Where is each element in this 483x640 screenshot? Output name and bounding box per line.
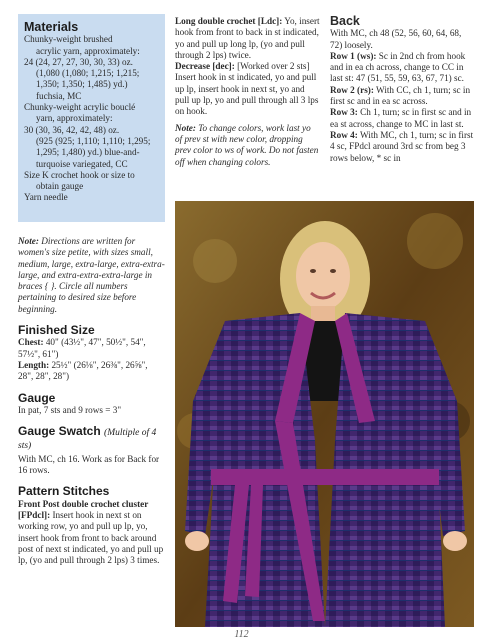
materials-box (18, 14, 165, 222)
materials-line: Size K crochet hook or size to (24, 169, 135, 180)
materials-line: 24 (24, 27, 27, 30, 30, 33) oz. (24, 56, 133, 67)
chest-text: 40" (43½", 47", 50½", 54", 57½", 61") (18, 337, 146, 359)
row-instruction (330, 130, 475, 164)
materials-line: acrylic yarn, approximately: (36, 45, 140, 56)
row-text: Sc in 2nd ch from hook and in ea ch across, change to CC in last st: 47 (51, 55, 59, 63, 67, 71) sc. (330, 50, 466, 84)
materials-title: Materials (24, 20, 79, 34)
materials-line: turquoise variegated, CC (36, 158, 128, 169)
back-title: Back (330, 14, 360, 28)
row-text: With MC, ch 1, turn; sc in first 4 sc, FPdcl around 3rd sc from beg 3 rows below, * sc in (330, 129, 474, 163)
row-label: Row 1 (ws): (330, 50, 377, 61)
row-text: Ch 1, turn; sc in first sc and in ea st across, change to MC in last st. (330, 107, 472, 129)
pattern-stitches-heading: Pattern Stitches (18, 484, 110, 499)
row-label: Row 3: (330, 107, 358, 118)
gauge-heading: Gauge (18, 390, 56, 405)
back-instructions-column (330, 16, 475, 164)
materials-line: 1,295; 1,480) yd.) blue-and- (36, 147, 140, 158)
materials-line: Chunky-weight brushed (24, 34, 113, 45)
note-label: Note: (175, 122, 196, 133)
length-label: Length: (18, 359, 50, 370)
ldc-paragraph (175, 16, 320, 61)
model-photo (175, 201, 474, 627)
row-label: Row 2 (rs): (330, 84, 374, 95)
note-text: To change colors, work last yo of prev st with new color, dropping prev color to ws of work. Do not fasten off when changing colors. (175, 122, 319, 167)
materials-line: 30 (30, 36, 42, 42, 48) oz. (24, 124, 120, 135)
swatch-text: With MC, ch 16. Work as for Back for 16 rows. (18, 453, 160, 476)
dec-term: Decrease [dec]: (175, 61, 235, 72)
gauge-swatch-heading (18, 426, 165, 453)
materials-line: Chunky-weight acrylic bouclé (24, 102, 136, 113)
note-label: Note: (18, 236, 39, 246)
row-instruction (330, 107, 475, 130)
materials-line: yarn, approximately: (36, 113, 113, 124)
page-number: 112 (234, 629, 249, 640)
materials-line: (1,080 (1,080; 1,215; 1,215; (36, 68, 140, 79)
row-label: Row 4: (330, 129, 358, 140)
fpdc-term: Front Post double crochet cluster [FPdcl]: (18, 498, 149, 520)
row-instruction (330, 85, 475, 108)
swatch-subtitle: (Multiple of 4 sts) (18, 428, 157, 452)
swatch-title: Gauge Swatch (18, 424, 101, 439)
ldc-text: Yo, insert hook from front to back in st indicated, yo and pull up long lp, (yo and pull through 2 lps) twice. (175, 16, 320, 60)
length-line (18, 360, 165, 383)
materials-line: Yarn needle (24, 192, 68, 203)
fpdc-text: Insert hook in next st on working row, yo and pull up lp, yo, insert hook from front to back around post of next st indicated, yo and pull up lp, (yo and pull through 2 lps) 3 times. (18, 509, 164, 566)
dec-paragraph (175, 61, 320, 117)
row-text: With CC, ch 1, turn; sc in first sc and in ea sc across. (330, 84, 471, 107)
fpdc-paragraph (18, 499, 165, 567)
left-column (18, 236, 165, 566)
model-illustration (175, 201, 474, 627)
chest-label: Chest: (18, 337, 44, 348)
gauge-text: In pat, 7 sts and 9 rows = 3" (18, 404, 122, 415)
finished-size-heading: Finished Size (18, 323, 95, 338)
dec-text: [Worked over 2 sts] Insert hook in st indicated, yo and pull up lp, insert hook in next st, yo and pull up lp, yo and pull through all 3 lps on hook. (175, 61, 319, 117)
materials-line: obtain gauge (36, 181, 84, 192)
back-intro: With MC, ch 48 (52, 56, 60, 64, 68, 72) loosely. (330, 28, 462, 50)
color-change-note (175, 123, 320, 168)
stitch-definitions-column (175, 16, 320, 168)
sizes-note (18, 236, 165, 315)
chest-line (18, 337, 165, 360)
materials-line: (925 (925; 1,110; 1,110; 1,295; (36, 135, 151, 146)
ldc-term: Long double crochet [Ldc]: (175, 16, 283, 26)
materials-line: 1,350; 1,350; 1,485) yd.) (36, 79, 128, 90)
materials-line: fuchsia, MC (36, 90, 82, 101)
length-text: 25½" (26⅛", 26⅜", 26⅝", 28", 28", 28") (18, 359, 148, 382)
row-instruction (330, 51, 475, 85)
note-text: Directions are written for women's size petite, with sizes small, medium, large, extra-large, extra-extra-large, and extra-extra-extra-large in braces { }. Circle all numbers pertaining to desired size before beginning. (18, 236, 165, 314)
